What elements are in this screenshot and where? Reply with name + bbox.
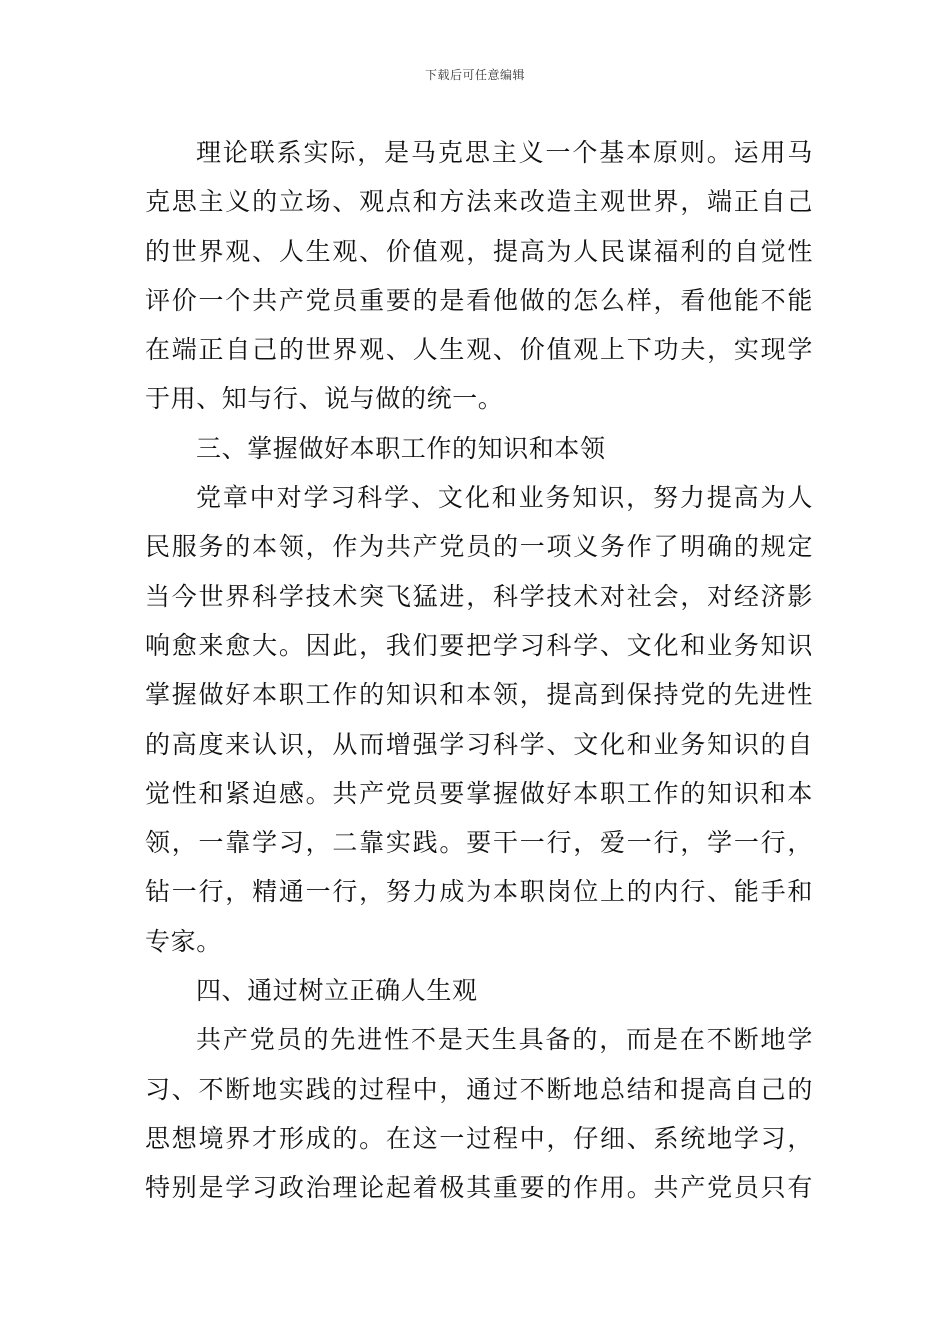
text-line: 掌握做好本职工作的知识和本领，提高到保持党的先进性 — [145, 680, 813, 710]
text-line: 的世界观、人生观、价值观，提高为人民谋福利的自觉性 — [145, 236, 813, 266]
text-line: 评价一个共产党员重要的是看他做的怎么样，看他能不能 — [145, 285, 813, 315]
text-line: 响愈来愈大。因此，我们要把学习科学、文化和业务知识 — [145, 630, 813, 660]
text-line: 专家。 — [145, 926, 222, 956]
text-line: 民服务的本领，作为共产党员的一项义务作了明确的规定 — [145, 532, 813, 562]
text-line: 思想境界才形成的。在这一过程中，仔细、系统地学习， — [145, 1123, 813, 1153]
text-line: 特别是学习政治理论起着极其重要的作用。共产党员只有 — [145, 1173, 813, 1203]
text-line: 于用、知与行、说与做的统一。 — [145, 384, 504, 414]
page-header-note: 下载后可任意编辑 — [424, 68, 525, 82]
text-line: 觉性和紧迫感。共产党员要掌握做好本职工作的知识和本 — [145, 778, 813, 808]
document-body — [145, 128, 813, 1213]
text-line: 三、掌握做好本职工作的知识和本领 — [196, 433, 606, 463]
text-line: 理论联系实际，是马克思主义一个基本原则。运用马 — [196, 138, 813, 167]
text-line: 当今世界科学技术突飞猛进，科学技术对社会，对经济影 — [145, 581, 813, 611]
text-line: 共产党员的先进性不是天生具备的，而是在不断地学 — [196, 1025, 813, 1055]
text-line: 的高度来认识，从而增强学习科学、文化和业务知识的自 — [145, 729, 813, 759]
text-line: 党章中对学习科学、文化和业务知识，努力提高为人 — [196, 483, 813, 513]
text-line: 钻一行，精通一行，努力成为本职岗位上的内行、能手和 — [145, 877, 813, 907]
text-line: 四、通过树立正确人生观 — [196, 976, 478, 1006]
text-line: 克思主义的立场、观点和方法来改造主观世界，端正自己 — [145, 187, 813, 217]
text-line: 领，一靠学习，二靠实践。要干一行，爱一行，学一行， — [145, 828, 813, 858]
text-line: 习、不断地实践的过程中，通过不断地总结和提高自己的 — [145, 1074, 813, 1104]
text-line: 在端正自己的世界观、人生观、价值观上下功夫，实现学 — [145, 335, 813, 365]
